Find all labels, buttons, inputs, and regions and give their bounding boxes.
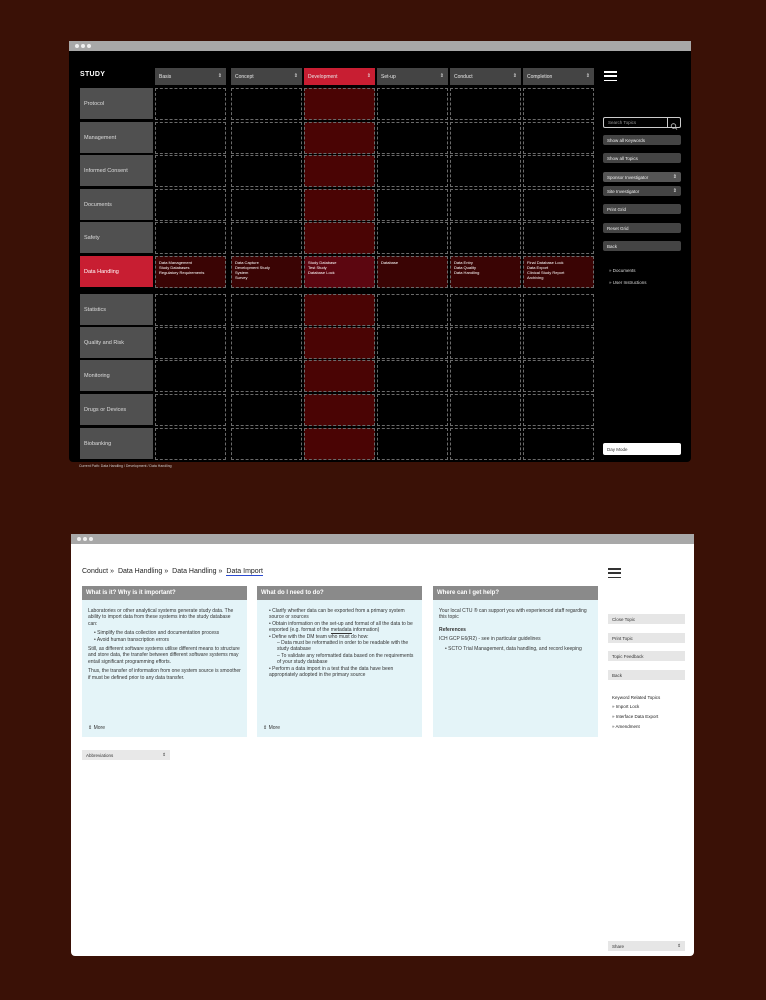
more-label: More: [268, 724, 280, 731]
link-label: Interface Data Export: [615, 714, 659, 719]
grid-cell[interactable]: [231, 294, 302, 326]
back-button[interactable]: Back: [608, 670, 685, 680]
print-topic-button[interactable]: Print Topic: [608, 633, 685, 643]
close-topic-button[interactable]: Close Topic: [608, 614, 685, 624]
phase-label: Development: [308, 74, 338, 80]
row-data-handling[interactable]: Data Handling: [80, 256, 153, 287]
keywords-title: Keyword Related Topics: [612, 695, 661, 700]
grid-window: [69, 41, 691, 468]
paragraph: Thus, the transfer of information from one system source is smoother if must be defined prior to any data transfer.: [88, 668, 241, 681]
grid-cell[interactable]: [155, 294, 226, 326]
grid-cell[interactable]: [304, 428, 375, 460]
grid-cell[interactable]: [450, 189, 521, 221]
search-icon[interactable]: [667, 118, 680, 127]
link-label: User Instructions: [612, 280, 647, 285]
breadcrumb-current: Data Import: [226, 568, 263, 575]
menu-icon[interactable]: [608, 568, 621, 578]
cell-topics[interactable]: Database: [381, 260, 399, 265]
chevron-updown-icon: ⇕: [263, 724, 268, 731]
what-why-panel: [82, 600, 247, 737]
window-titlebar: [71, 534, 694, 544]
day-mode-toggle[interactable]: Day Mode: [603, 443, 681, 455]
grid-cell[interactable]: [377, 88, 448, 120]
window-dot[interactable]: [81, 44, 85, 48]
grid-cell[interactable]: [450, 428, 521, 460]
list-item: • Define with the DM team who must do how:: [269, 634, 416, 640]
cell-topics[interactable]: Data Capture Development Study System Survey: [235, 260, 270, 280]
grid-cell[interactable]: [523, 155, 594, 187]
grid-cell[interactable]: [450, 360, 521, 392]
user-instructions-link[interactable]: » User Instructions: [609, 280, 647, 285]
grid-cell[interactable]: [377, 327, 448, 359]
window-dot[interactable]: [87, 44, 91, 48]
bullet-list: [88, 630, 241, 643]
grid-cell[interactable]: [304, 122, 375, 154]
window-titlebar: [69, 41, 691, 51]
app-title: STUDY: [80, 71, 106, 78]
dropdown-label: Site Investigator: [607, 189, 640, 194]
list-text: information): [351, 627, 380, 634]
grid-cell[interactable]: [377, 256, 448, 288]
grid-cell[interactable]: [155, 327, 226, 359]
list-item: • Avoid human transcription errors: [94, 637, 241, 643]
grid-cell[interactable]: [231, 88, 302, 120]
phase-label: Basis: [159, 74, 172, 80]
window-dot[interactable]: [75, 44, 79, 48]
chevron-updown-icon: ⇕: [217, 73, 222, 79]
chevron-updown-icon: ⇕: [672, 188, 677, 194]
list-item: • Simplify the data collection and documentation process: [94, 630, 241, 636]
grid-cell[interactable]: [231, 222, 302, 254]
grid-cell[interactable]: [155, 394, 226, 426]
row-quality-and-risk[interactable]: Quality and Risk: [80, 327, 153, 358]
link-label: Documents: [612, 268, 636, 273]
chevron-updown-icon: ⇕: [585, 73, 590, 79]
cell-topics[interactable]: Final Database Lock Data Export Clinical Study Report Archiving: [527, 260, 565, 280]
site-investigator-dropdown[interactable]: [603, 186, 681, 196]
grid-cell[interactable]: [377, 360, 448, 392]
show-all-topics-button[interactable]: Show all Topics: [603, 153, 681, 163]
list-item: • Clarify whether data can be exported from a primary system source or sources: [269, 608, 416, 621]
grid-cell[interactable]: [523, 256, 594, 288]
metadata-link[interactable]: metadata: [330, 627, 352, 634]
row-statistics[interactable]: Statistics: [80, 294, 153, 325]
grid-cell[interactable]: [304, 256, 375, 288]
cell-topics[interactable]: Data Entry Data Quality Data Handling: [454, 260, 480, 275]
breadcrumb-item[interactable]: Conduct: [82, 568, 109, 575]
documents-link[interactable]: » Documents: [609, 268, 636, 273]
grid-cell[interactable]: [231, 360, 302, 392]
back-button[interactable]: Back: [603, 241, 681, 251]
sub-list-item: – Data must be reformatted in order to be readable with the study database: [269, 640, 416, 653]
grid-cell[interactable]: [304, 294, 375, 326]
keyword-link[interactable]: » Interface Data Export: [612, 714, 659, 719]
grid-cell[interactable]: [304, 88, 375, 120]
grid-cell[interactable]: [523, 428, 594, 460]
link-label: Import Lock: [615, 704, 640, 709]
phase-header-basis[interactable]: [155, 68, 226, 85]
phase-label: Concept: [235, 74, 254, 80]
grid-cell[interactable]: [450, 122, 521, 154]
grid-cell[interactable]: [304, 327, 375, 359]
grid-cell[interactable]: [155, 256, 226, 288]
grid-cell[interactable]: [155, 222, 226, 254]
grid-cell[interactable]: [377, 122, 448, 154]
paragraph: Laboratories or other analytical systems generate study data. The ability to import data from these systems into the study database can:: [88, 608, 234, 627]
more-label: More: [93, 724, 105, 731]
chevron-updown-icon: ⇕: [677, 943, 681, 948]
grid-cell[interactable]: [231, 394, 302, 426]
grid-cell[interactable]: [523, 88, 594, 120]
list-text: Obtain information on the set-up and format of all the data to be exported (e.g. format of the: [269, 620, 413, 634]
breadcrumb-item[interactable]: Data Handling: [117, 568, 163, 575]
topic-feedback-button[interactable]: Topic Feedback: [608, 651, 685, 661]
list-item: • Perform a data import in a test that the data have been appropriately adopted in the primary source: [269, 666, 416, 679]
chevron-updown-icon: ⇕: [512, 73, 517, 79]
grid-cell[interactable]: [304, 394, 375, 426]
chevron-updown-icon: ⇕: [162, 752, 166, 757]
what-why-heading: What is it? Why is it important?: [82, 586, 247, 600]
current-path-note: Current Path: Data Handling / Development / Data Handling: [79, 464, 172, 468]
window-dot[interactable]: [77, 537, 81, 541]
grid-cell[interactable]: [231, 122, 302, 154]
reference-item[interactable]: • SCTO Trial Management, data handling, and record keeping: [445, 646, 592, 652]
bullet-list: [439, 646, 592, 652]
phase-label: Conduct: [454, 74, 473, 80]
print-grid-button[interactable]: Print Grid: [603, 204, 681, 214]
reference-item[interactable]: ICH GCP E6(R2) - see in particular guidelines: [439, 636, 541, 643]
where-help-panel: [433, 600, 598, 737]
row-management[interactable]: Management: [80, 122, 153, 153]
chevron-updown-icon: ⇕: [672, 174, 677, 180]
row-documents[interactable]: Documents: [80, 189, 153, 220]
search-input[interactable]: [603, 117, 681, 128]
row-biobanking[interactable]: Biobanking: [80, 428, 153, 459]
more-toggle[interactable]: [263, 725, 280, 731]
breadcrumb-separator: »: [164, 568, 169, 575]
grid-cell[interactable]: [523, 394, 594, 426]
grid-cell[interactable]: [450, 222, 521, 254]
grid-cell[interactable]: [450, 294, 521, 326]
references-label: References: [439, 626, 466, 633]
list-item: [269, 621, 416, 634]
keyword-link[interactable]: » Amendment: [612, 724, 640, 729]
topic-window: [71, 534, 694, 956]
grid-cell[interactable]: [304, 222, 375, 254]
phase-header-concept[interactable]: [231, 68, 302, 85]
row-safety[interactable]: Safety: [80, 222, 153, 253]
grid-cell[interactable]: [523, 294, 594, 326]
grid-cell[interactable]: [450, 88, 521, 120]
phase-label: Set-up: [381, 74, 396, 80]
search-placeholder: Search Topics: [608, 120, 637, 125]
grid-cell[interactable]: [155, 155, 226, 187]
what-to-do-panel: [257, 600, 422, 737]
grid-cell[interactable]: [450, 256, 521, 288]
breadcrumb-item[interactable]: Data Handling: [172, 568, 217, 575]
phase-header-conduct[interactable]: [450, 68, 521, 85]
grid-cell[interactable]: [523, 189, 594, 221]
grid-cell[interactable]: [231, 189, 302, 221]
chevron-updown-icon: ⇕: [293, 73, 298, 79]
grid-cell[interactable]: [231, 155, 302, 187]
phase-label: Completion: [527, 74, 553, 80]
grid-cell[interactable]: [450, 155, 521, 187]
grid-cell[interactable]: [523, 222, 594, 254]
paragraph: Your local CTU ® can support you with experienced staff regarding this topic: [439, 608, 587, 621]
menu-icon[interactable]: [604, 71, 617, 81]
share-dropdown[interactable]: [608, 941, 685, 951]
grid-cell[interactable]: [155, 360, 226, 392]
show-all-keywords-button[interactable]: Show all Keywords: [603, 135, 681, 145]
grid-cell[interactable]: [377, 222, 448, 254]
grid-cell[interactable]: [231, 256, 302, 288]
row-monitoring[interactable]: Monitoring: [80, 360, 153, 391]
grid-cell[interactable]: [155, 189, 226, 221]
cell-topics[interactable]: Data Management Study Databases Regulatory Requirements: [159, 260, 205, 275]
abbreviations-dropdown[interactable]: [82, 750, 170, 760]
row-drugs-or-devices[interactable]: Drugs or Devices: [80, 394, 153, 425]
grid-cell[interactable]: [523, 327, 594, 359]
phase-header-set-up[interactable]: [377, 68, 448, 85]
references-title: [439, 627, 592, 633]
grid-cell[interactable]: [377, 428, 448, 460]
dropdown-label: Share: [612, 944, 625, 949]
phase-header-development[interactable]: [304, 68, 375, 85]
window-dot[interactable]: [83, 537, 87, 541]
grid-cell[interactable]: [304, 360, 375, 392]
dropdown-label: Abbreviations: [86, 753, 114, 758]
where-help-heading: Where can I get help?: [433, 586, 598, 600]
phase-header-completion[interactable]: [523, 68, 594, 85]
more-toggle[interactable]: [88, 725, 105, 731]
keyword-link[interactable]: » Import Lock: [612, 704, 640, 709]
grid-cell[interactable]: [155, 122, 226, 154]
grid-cell[interactable]: [377, 294, 448, 326]
grid-cell[interactable]: [155, 88, 226, 120]
grid-cell[interactable]: [231, 428, 302, 460]
chevron-updown-icon: ⇕: [439, 73, 444, 79]
grid-cell[interactable]: [231, 327, 302, 359]
row-informed-consent[interactable]: Informed Consent: [80, 155, 153, 186]
grid-cell[interactable]: [377, 155, 448, 187]
row-protocol[interactable]: Protocol: [80, 88, 153, 119]
link-label: Amendment: [615, 724, 640, 729]
breadcrumb: [82, 568, 263, 575]
grid-cell[interactable]: [155, 428, 226, 460]
chevron-updown-icon: ⇕: [366, 73, 371, 79]
cell-topics[interactable]: Study Database Test Study Database Lock: [308, 260, 337, 275]
dropdown-label: Sponsor Investigator: [607, 175, 649, 180]
what-to-do-heading: What do I need to do?: [257, 586, 422, 600]
grid-cell[interactable]: [377, 189, 448, 221]
grid-cell[interactable]: [377, 394, 448, 426]
grid-cell[interactable]: [304, 189, 375, 221]
breadcrumb-separator: »: [218, 568, 223, 575]
grid-cell[interactable]: [523, 360, 594, 392]
bullet-list: [263, 608, 416, 678]
sponsor-investigator-dropdown[interactable]: [603, 172, 681, 182]
grid-cell[interactable]: [450, 394, 521, 426]
breadcrumb-separator: »: [110, 568, 114, 575]
grid-cell[interactable]: [523, 122, 594, 154]
grid-cell[interactable]: [304, 155, 375, 187]
sub-list-item: – To validate any reformatted data based on the requirements of your study database: [269, 653, 416, 666]
chevron-updown-icon: ⇕: [88, 724, 93, 731]
grid-cell[interactable]: [450, 327, 521, 359]
reset-grid-button[interactable]: Reset Grid: [603, 223, 681, 233]
window-dot[interactable]: [89, 537, 93, 541]
paragraph: Still, as different software systems utilise different means to structure and store data, the transfer between different software systems may entail significant programming efforts.: [88, 646, 240, 665]
